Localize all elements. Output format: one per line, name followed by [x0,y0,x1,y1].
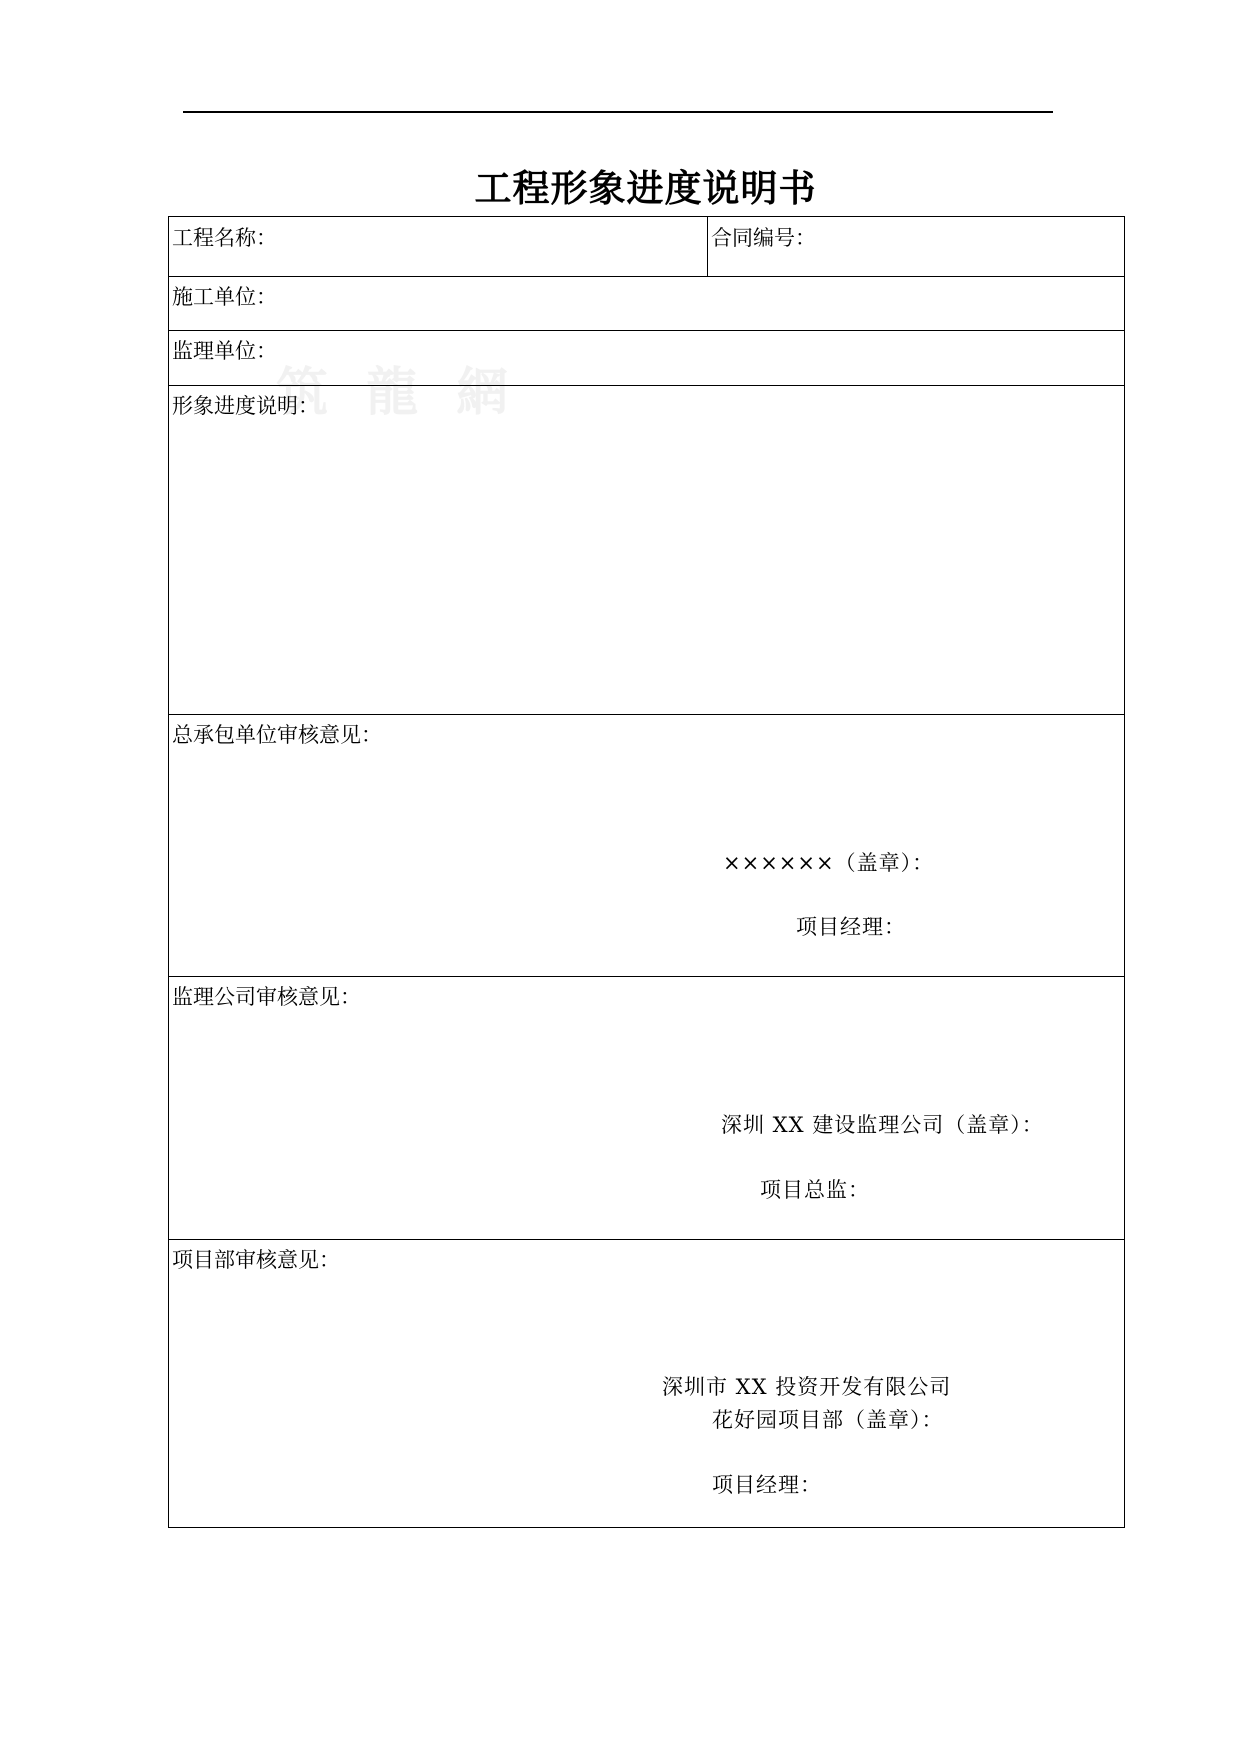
column-divider [707,217,708,276]
row-divider [169,1239,1124,1240]
developer-company-name: 深圳市 XX 投资开发有限公司 [662,1375,952,1399]
general-contractor-project-manager: 项目经理： [796,915,906,939]
row-divider [169,714,1124,715]
supervision-company-review-label: 监理公司审核意见： [172,985,361,1009]
construction-unit-label: 施工单位： [172,285,277,309]
row-divider [169,276,1124,277]
supervision-unit-label: 监理单位： [172,339,277,363]
progress-description-label: 形象进度说明： [172,394,319,418]
row-divider [169,330,1124,331]
header-rule [183,111,1053,113]
project-department-review-label: 项目部审核意见： [172,1248,340,1272]
project-department-manager: 项目经理： [712,1473,822,1497]
project-department-seal: 花好园项目部（盖章）： [712,1408,944,1432]
document-title: 工程形象进度说明书 [474,167,817,210]
supervision-chief-engineer: 项目总监： [760,1178,870,1202]
watermark: 筑 龍 網 [276,362,519,423]
general-contractor-seal: ××××××（盖章）： [723,851,935,875]
general-contractor-review-label: 总承包单位审核意见： [172,723,382,747]
contract-number-label: 合同编号： [711,226,816,250]
supervision-company-seal: 深圳 XX 建设监理公司（盖章）： [721,1113,1044,1137]
row-divider [169,976,1124,977]
project-name-label: 工程名称： [172,226,277,250]
